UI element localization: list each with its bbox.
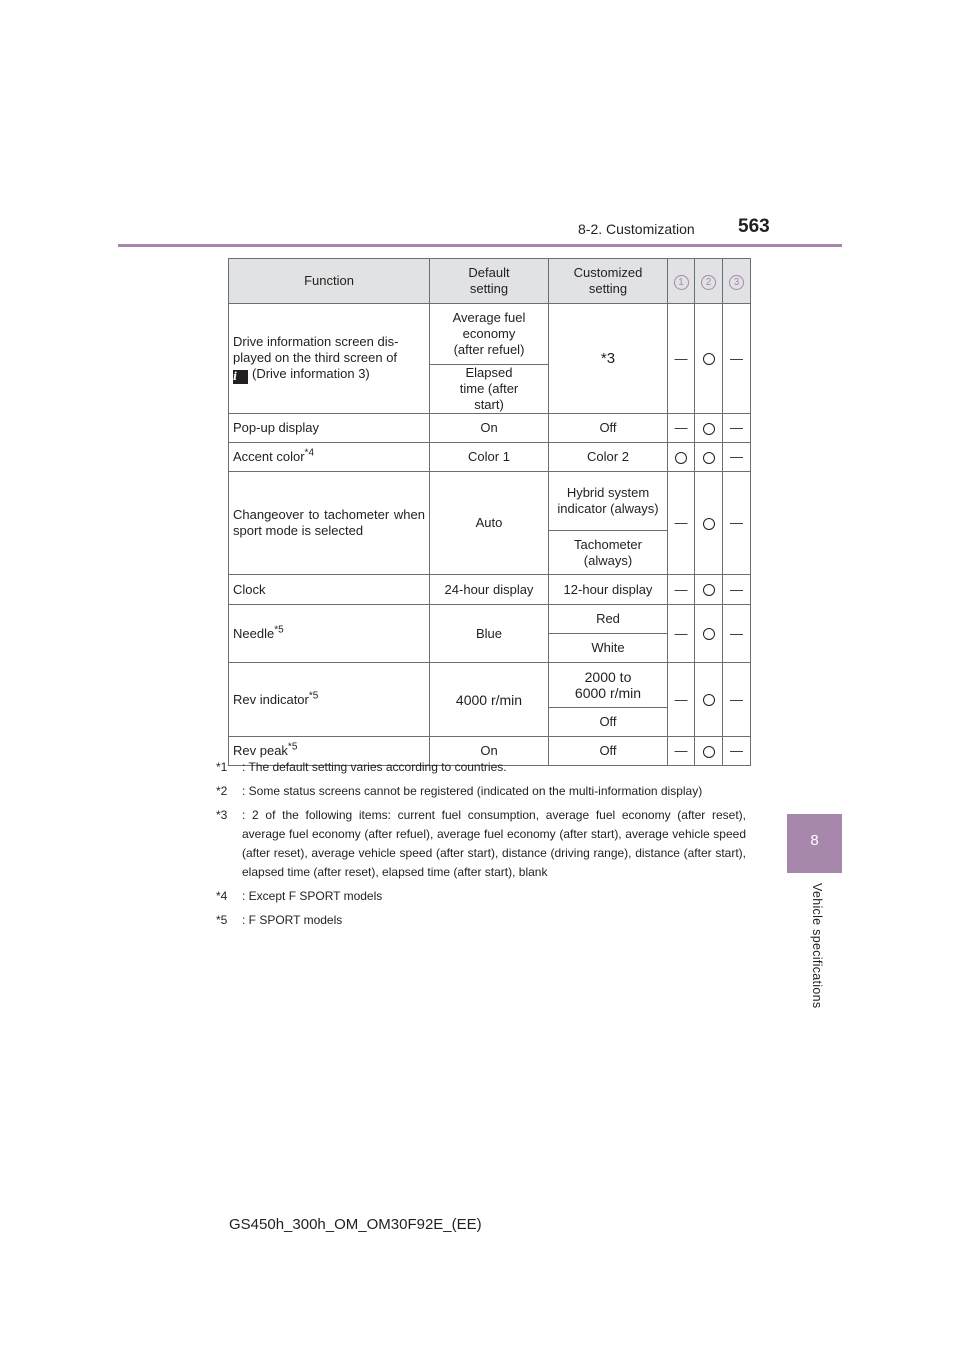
default-cell: 24-hour display — [430, 575, 549, 605]
footnotes — [216, 758, 746, 935]
cell-col-1: — — [668, 663, 695, 737]
note-ref: *5 — [287, 741, 298, 753]
footnote-text: : Except F SPORT models — [242, 889, 383, 903]
default-cell: Blue — [430, 605, 549, 663]
cell-col-1: — — [668, 737, 695, 766]
table-header-row — [229, 259, 751, 304]
header-customized: Customized setting — [549, 259, 668, 304]
customization-table — [228, 258, 751, 766]
header-col-2: 2 — [701, 275, 716, 290]
customized-cell: Color 2 — [549, 443, 668, 472]
footnote — [216, 806, 746, 882]
default-cell: Average fuel economy (after refuel) — [430, 304, 549, 365]
footnote-text: : F SPORT models — [242, 913, 343, 927]
customized-cell: Off — [549, 708, 668, 737]
chapter-tab[interactable] — [787, 814, 842, 873]
note-ref: *3 — [600, 349, 616, 367]
customized-cell: Off — [549, 414, 668, 443]
customized-cell: Tachometer (always) — [549, 531, 668, 575]
function-cell: Needle$^{*5}$ — [229, 605, 430, 663]
default-cell: Auto — [430, 472, 549, 575]
function-cell: Changeover to tachometer when sport mode is selected — [229, 472, 430, 575]
customized-cell: White — [549, 634, 668, 663]
cell-col-3: — — [723, 663, 751, 737]
table-row — [229, 663, 751, 708]
default-cell: 4000 r/min — [430, 663, 549, 737]
function-cell: Accent color$^{*4}$ — [229, 443, 430, 472]
footnote-text: : Some status screens cannot be registered (indicated on the multi-information display) — [242, 784, 703, 798]
footnote-key: *2 — [216, 784, 228, 798]
circle-icon — [675, 452, 687, 464]
page-number: 563 — [738, 216, 770, 237]
footnote-text: : 2 of the following items: current fuel consumption, average fuel economy (after reset), average fuel economy (after refuel), average fuel economy (after start), average vehicle speed (after reset), average vehicle speed (after start), distance (driving range), distance (after start), elapsed time (after reset), elapsed time (after start), blank — [242, 808, 746, 879]
function-cell: Rev peak$^{*5}$ — [229, 737, 430, 766]
chapter-number: 8 — [810, 832, 819, 849]
header-default: Default setting — [430, 259, 549, 304]
document-code: GS450h_300h_OM_OM30F92E_(EE) — [229, 1216, 482, 1233]
cell-col-3: — — [723, 605, 751, 663]
cell-col-3: — — [723, 737, 751, 766]
default-cell: On — [430, 414, 549, 443]
customized-cell: 12-hour display — [549, 575, 668, 605]
customized-cell: Off — [549, 737, 668, 766]
header-rule — [118, 244, 842, 247]
footnote — [216, 758, 746, 777]
function-cell: Pop-up display — [229, 414, 430, 443]
circle-icon — [703, 746, 715, 758]
section-title: 8-2. Customization — [578, 221, 695, 237]
header-function: Function — [229, 259, 430, 304]
cell-col-1: — — [668, 472, 695, 575]
footnote-text: : The default setting varies according to countries. — [242, 760, 507, 774]
footnote — [216, 782, 746, 801]
circle-icon — [703, 628, 715, 640]
circle-icon — [703, 584, 715, 596]
function-cell: Clock — [229, 575, 430, 605]
circle-icon — [703, 452, 715, 464]
chapter-label: Vehicle specifications — [810, 883, 824, 1009]
cell-col-3: — — [723, 575, 751, 605]
default-cell: Elapsed time (after start) — [430, 365, 549, 414]
cell-col-1: — — [668, 414, 695, 443]
circle-icon — [703, 423, 715, 435]
footnote-key: *4 — [216, 889, 228, 903]
cell-col-1: — — [668, 605, 695, 663]
customized-cell: 2000 to 6000 r/min — [549, 663, 668, 708]
info-icon: i — [233, 370, 248, 384]
note-ref: *5 — [274, 624, 284, 636]
table-row — [229, 605, 751, 634]
function-cell: Rev indicator$^{*5}$ — [229, 663, 430, 737]
table-row — [229, 443, 751, 472]
header-col-3: 3 — [729, 275, 744, 290]
footnote — [216, 887, 746, 906]
footnote-key: *1 — [216, 760, 228, 774]
cell-col-3: — — [723, 414, 751, 443]
function-cell: Drive information screen dis- played on the third screen of i (Drive information 3) — [229, 304, 430, 414]
cell-col-1: — — [668, 575, 695, 605]
cell-col-3: — — [723, 443, 751, 472]
customized-cell: Hybrid system indicator (always) — [549, 472, 668, 531]
table-row — [229, 575, 751, 605]
footnote-key: *3 — [216, 808, 228, 822]
cell-col-3: — — [723, 472, 751, 575]
default-cell: Color 1 — [430, 443, 549, 472]
table-row — [229, 304, 751, 365]
circle-icon — [703, 518, 715, 530]
footnote-key: *5 — [216, 913, 228, 927]
footnote — [216, 911, 746, 930]
note-ref: *5 — [308, 690, 319, 702]
header-col-1: 1 — [674, 275, 689, 290]
circle-icon — [703, 353, 715, 365]
cell-col-3: — — [723, 304, 751, 414]
circle-icon — [703, 694, 715, 706]
note-ref: *4 — [304, 447, 314, 459]
table-row — [229, 472, 751, 531]
table-row — [229, 414, 751, 443]
customized-cell: Red — [549, 605, 668, 634]
cell-col-1: — — [668, 304, 695, 414]
default-cell: On — [430, 737, 549, 766]
